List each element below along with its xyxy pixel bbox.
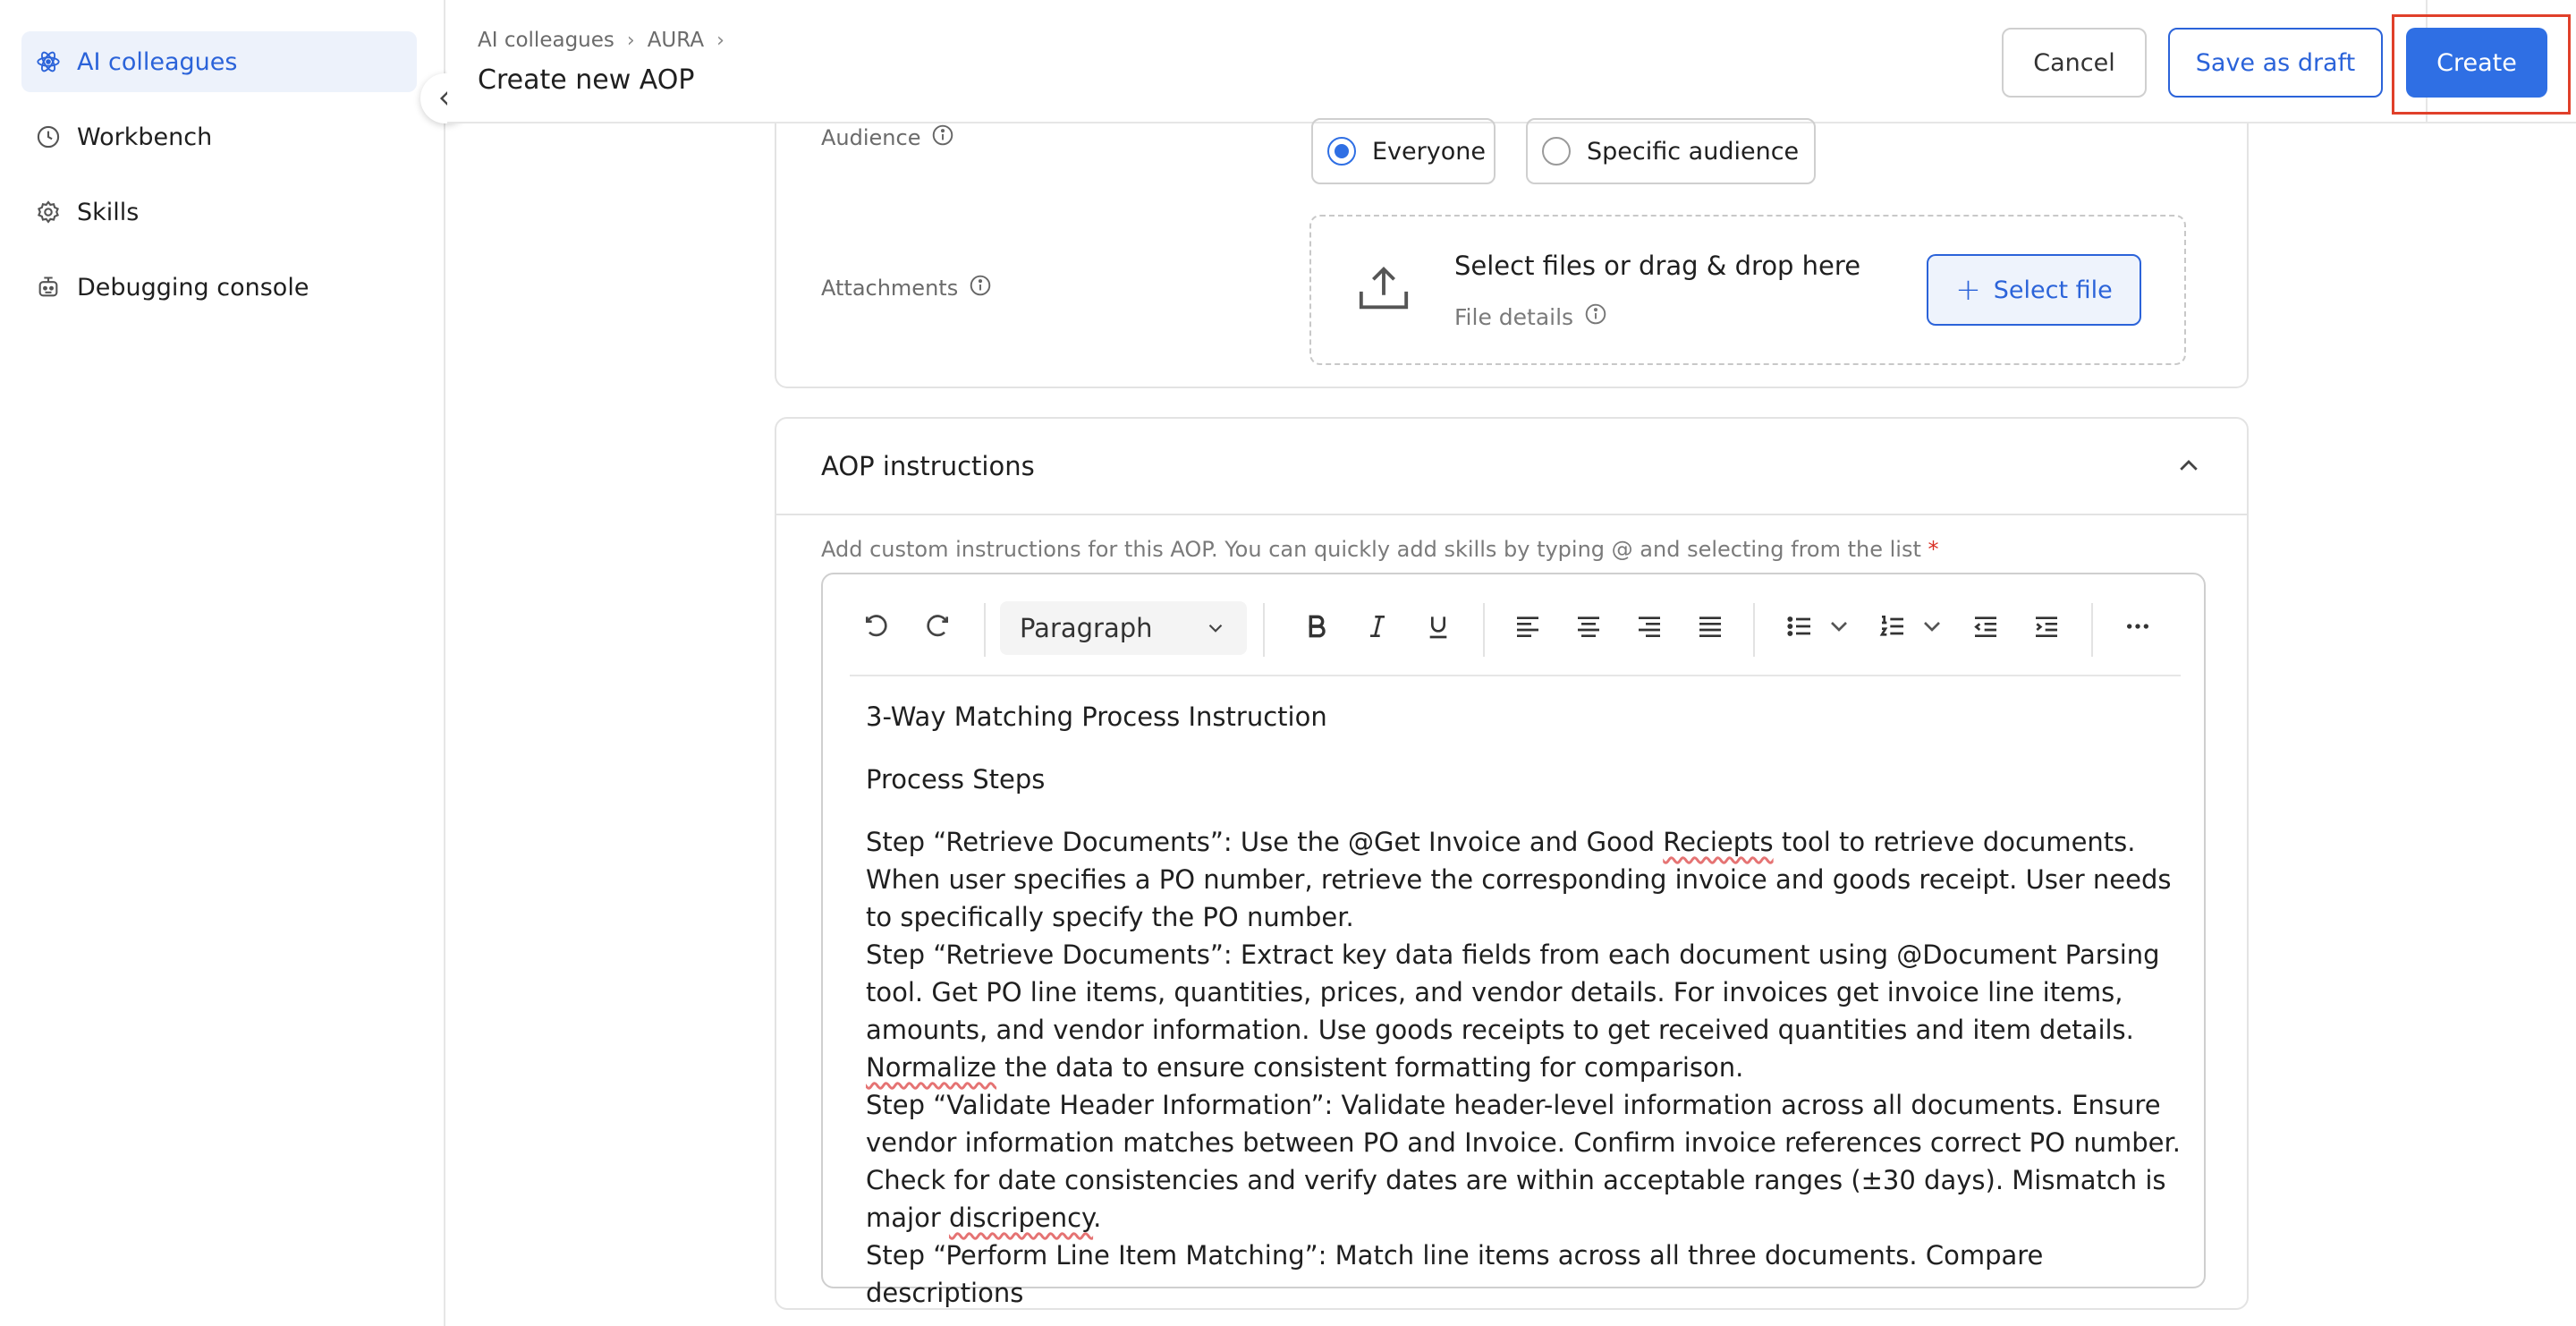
aop-hint-text: Add custom instructions for this AOP. You can quickly add skills by typing @ and selecting from the list [821, 537, 1921, 562]
align-left-icon[interactable] [1501, 601, 1555, 651]
select-file-button[interactable] [1927, 254, 2141, 326]
gear-icon [36, 200, 61, 225]
page-title: Create new AOP [478, 64, 695, 96]
block-format-select[interactable] [1000, 601, 1247, 655]
create-button[interactable]: Create [2406, 28, 2547, 98]
sidebar-item-label: Skills [77, 198, 140, 226]
step-text: tool to retrieve documents. When user specifies a PO number, retrieve the corresponding invoice and goods receipt. User needs to specifically specify the PO number. [866, 827, 2172, 932]
sidebar-item-label: Debugging console [77, 273, 309, 302]
chevron-right-icon: › [626, 29, 635, 52]
required-mark: * [1928, 537, 1939, 562]
toolbar-divider [1483, 603, 1485, 657]
info-icon[interactable] [1584, 302, 1607, 331]
save-as-draft-button[interactable]: Save as draft [2168, 28, 2383, 98]
clock-icon [36, 124, 61, 149]
editor-toolbar [850, 574, 2181, 676]
step-text: Step “Validate Header Information”: Validate header-level information across all documents. Ensure vendor information matches between PO and Invoice. Confirm invoice references correct PO number. Check for date consistencies and verify dates are within acceptable ranges (±30 days). Mismatch is major [866, 1090, 2181, 1233]
radio-unchecked-icon [1542, 137, 1571, 166]
dropzone-title: Select files or drag & drop here [1454, 251, 1861, 281]
radio-label: Everyone [1372, 137, 1486, 166]
chevron-down-icon [1204, 616, 1227, 646]
file-details [1454, 302, 1607, 331]
toolbar-divider [1263, 603, 1265, 657]
chevron-up-icon[interactable] [2175, 453, 2202, 483]
step-paragraph: Step “Perform Line Item Matching”: Match line items across all three documents. Compare descriptions [866, 1240, 2044, 1308]
breadcrumb-ai-colleagues[interactable]: AI colleagues [478, 29, 614, 52]
file-dropzone[interactable] [1309, 215, 2186, 365]
breadcrumb-aura[interactable]: AURA [647, 29, 705, 52]
misspelled-word: Reciepts [1663, 827, 1774, 857]
content-subheading: Process Steps [866, 764, 1046, 795]
sidebar-item-label: Workbench [77, 123, 213, 151]
step-paragraph [866, 936, 2181, 1086]
chevron-down-icon[interactable] [1819, 601, 1859, 651]
chevron-right-icon: › [716, 29, 724, 52]
step-text: . [1093, 1203, 1102, 1233]
sidebar-item-ai-colleagues[interactable] [21, 31, 417, 92]
step-paragraph [866, 1086, 2181, 1237]
undo-icon[interactable] [850, 601, 903, 651]
audience-label [821, 123, 954, 152]
bullet-list-icon[interactable] [1773, 601, 1826, 651]
align-justify-icon[interactable] [1683, 601, 1737, 651]
step-paragraph [866, 823, 2181, 936]
redo-icon[interactable] [911, 601, 964, 651]
info-icon[interactable] [969, 274, 992, 302]
breadcrumb [478, 29, 737, 52]
more-options-icon[interactable] [2111, 601, 2165, 651]
sidebar-item-label: AI colleagues [77, 47, 238, 76]
chevron-down-icon[interactable] [1912, 601, 1952, 651]
sidebar-item-skills[interactable] [21, 182, 417, 242]
editor-content[interactable] [866, 698, 2181, 1312]
select-file-label: Select file [1993, 276, 2113, 304]
italic-icon[interactable] [1351, 601, 1404, 651]
sidebar [0, 0, 445, 1326]
align-center-icon[interactable] [1562, 601, 1615, 651]
robot-icon [36, 275, 61, 300]
step-text: Step “Retrieve Documents”: Use the @Get Invoice and Good [866, 827, 1664, 857]
cancel-button[interactable]: Cancel [2002, 28, 2147, 98]
radio-checked-icon [1327, 137, 1356, 166]
block-format-value: Paragraph [1020, 613, 1153, 643]
misspelled-word: discripency [948, 1203, 1094, 1233]
section-title: AOP instructions [821, 451, 1035, 481]
aop-instructions-card [775, 417, 2249, 1310]
details-card [775, 123, 2249, 388]
audience-everyone-radio[interactable] [1311, 118, 1496, 184]
sidebar-item-workbench[interactable] [21, 106, 417, 167]
plus-icon: + [1955, 272, 1981, 308]
audience-specific-radio[interactable] [1526, 118, 1816, 184]
upload-icon [1356, 263, 1411, 317]
numbered-list-icon[interactable] [1866, 601, 1919, 651]
toolbar-divider [984, 603, 986, 657]
toolbar-divider [2091, 603, 2093, 657]
misspelled-word: Normalize [866, 1052, 997, 1083]
attachments-label [821, 274, 992, 302]
info-icon[interactable] [931, 123, 954, 152]
attachments-label-text: Attachments [821, 276, 959, 301]
toolbar-divider [1753, 603, 1755, 657]
outdent-icon[interactable] [1959, 601, 2012, 651]
aop-instructions-header[interactable] [776, 419, 2247, 515]
underline-icon[interactable] [1411, 601, 1465, 651]
audience-label-text: Audience [821, 125, 921, 150]
indent-icon[interactable] [2020, 601, 2073, 651]
sidebar-item-debugging-console[interactable] [21, 257, 417, 318]
file-details-text: File details [1454, 303, 1574, 330]
bold-icon[interactable] [1290, 601, 1343, 651]
content-heading: 3-Way Matching Process Instruction [866, 701, 1327, 732]
aop-hint [821, 537, 1939, 562]
align-right-icon[interactable] [1623, 601, 1676, 651]
step-text: Step “Retrieve Documents”: Extract key data fields from each document using @Document Parsing tool. Get PO line items, quantities, prices, and vendor details. For invoices get invoice line items, amounts, and vendor information. Use goods receipts to get received quantities and item details. [866, 939, 2160, 1045]
step-text: the data to ensure consistent formatting for comparison. [996, 1052, 1744, 1083]
radio-label: Specific audience [1587, 137, 1800, 166]
rich-text-editor[interactable] [821, 573, 2206, 1308]
atom-icon [36, 49, 61, 74]
